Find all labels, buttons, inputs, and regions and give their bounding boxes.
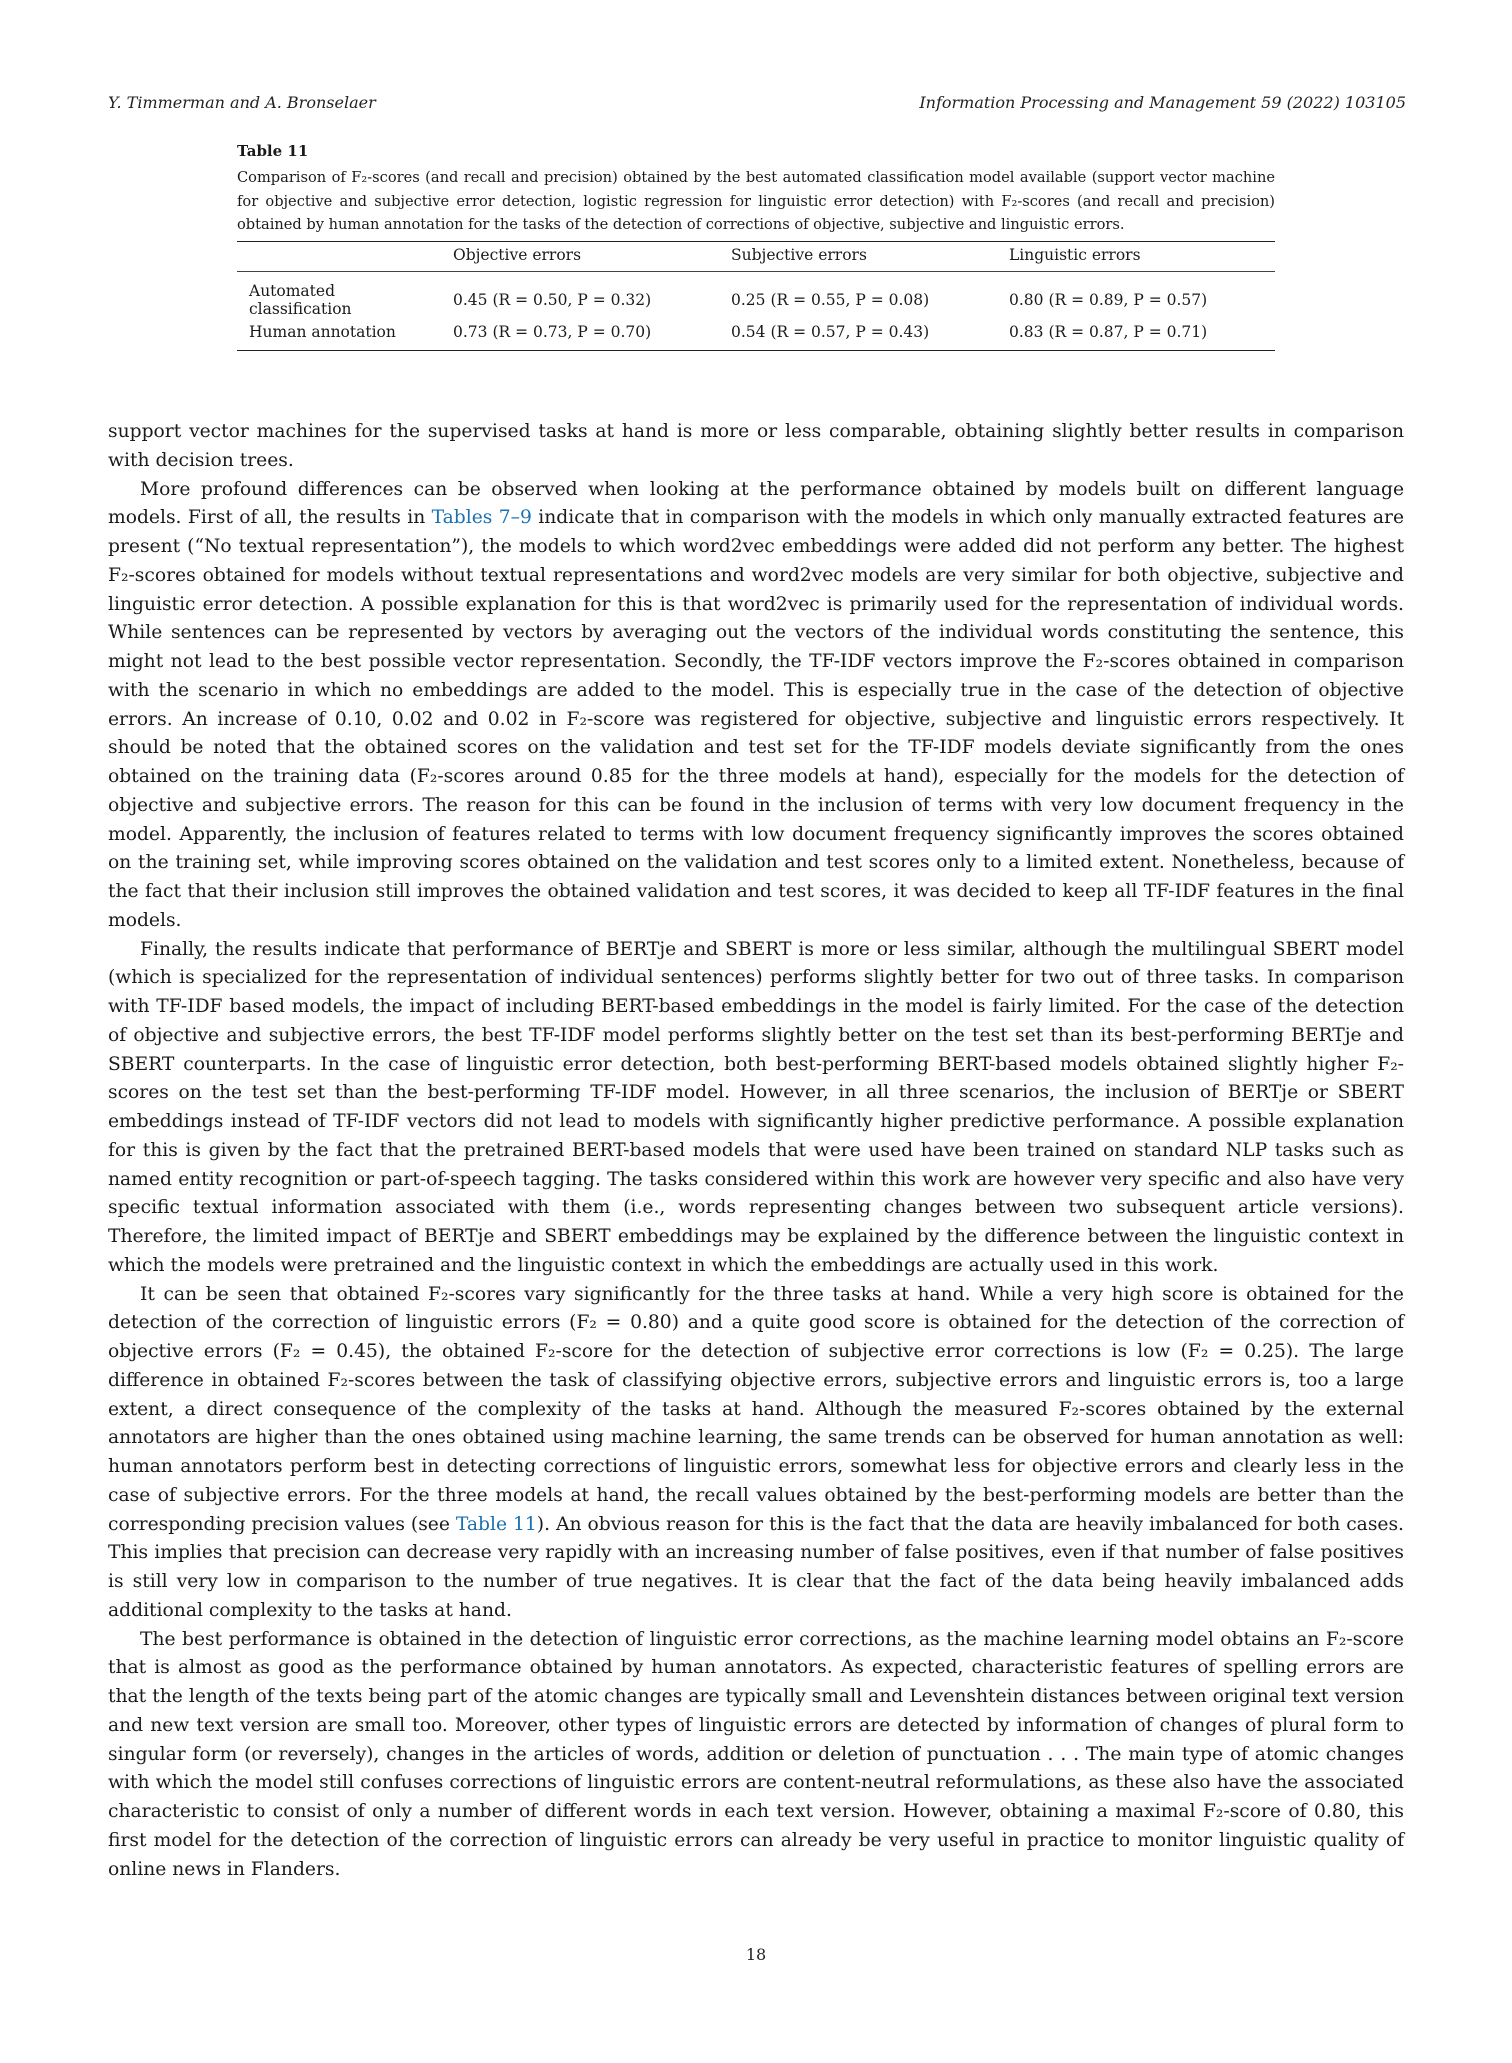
table-row [237, 271, 1275, 320]
table-cell: 0.54 (R = 0.57, P = 0.43) [719, 320, 997, 351]
body-text [108, 418, 1404, 1884]
table-cell: 0.73 (R = 0.73, P = 0.70) [441, 320, 719, 351]
running-header-journal: Information Processing and Management 59 (2022) 103105 [919, 93, 1406, 112]
table-row [237, 320, 1275, 351]
column-header: Subjective errors [731, 245, 867, 264]
tables-7-9-link[interactable]: Tables 7–9 [431, 507, 532, 529]
paragraph [108, 476, 1404, 936]
paragraph-text: It can be seen that obtained F₂-scores vary significantly for the three tasks at hand. While a very high score is obtained for the detection of the correction of linguistic errors (F₂ = 0.80) and a quite good score is obtained for the detection of the correction of objective errors (F₂ = 0.45), the obtained F₂-score for the detection of subjective error corrections is low (F₂ = 0.25). The large difference in obtained F₂-scores between the task of classifying objective errors, subjective errors and linguistic errors is, too a large extent, a direct consequence of the complexity of the tasks at hand. Although the measured F₂-scores obtained by the external annotators are higher than the ones obtained using machine learning, the same trends can be observed for human annotation as well: human annotators perform best in detecting corrections of linguistic errors, somewhat less for objective errors and clearly less in the case of subjective errors. For the three models at hand, the recall values obtained by the best-performing models are better than the corresponding precision values (see [108, 1283, 1404, 1535]
row-label: Human annotation [237, 320, 441, 351]
column-header: Linguistic errors [1009, 245, 1141, 264]
table-cell: 0.83 (R = 0.87, P = 0.71) [997, 320, 1275, 351]
table-cell: 0.45 (R = 0.50, P = 0.32) [453, 290, 652, 309]
paragraph-text: More profound differences can be observed when looking at the performance obtained by models built on different language models. First of all, the results in [108, 478, 1404, 529]
table-header-row [237, 241, 1275, 271]
running-header-authors: Y. Timmerman and A. Bronselaer [108, 93, 376, 112]
table-label: Table 11 [237, 142, 309, 160]
table-11-block [237, 142, 1275, 351]
table-cell: 0.25 (R = 0.55, P = 0.08) [731, 290, 930, 309]
row-label: Automated classification [249, 281, 352, 318]
paragraph [108, 1281, 1404, 1626]
paragraph-text: ). An obvious reason for this is the fact that the data are heavily imbalanced for both cases. This implies that precision can decrease very rapidly with an increasing number of false positives, even if that number of false positives is still very low in comparison to the number of true negatives. It is clear that the fact of the data being heavily imbalanced adds additional complexity to the tasks at hand. [108, 1513, 1404, 1621]
comparison-table [237, 241, 1275, 351]
paragraph: The best performance is obtained in the detection of linguistic error corrections, as the machine learning model obtains an F₂-score that is almost as good as the performance obtained by human annotators. As expected, characteristic features of spelling errors are that the length of the texts being part of the atomic changes are typically small and Levenshtein distances between original text version and new text version are small too. Moreover, other types of linguistic errors are detected by information of changes of plural form to singular form (or reversely), changes in the articles of words, addition or deletion of punctuation . . . The main type of atomic changes with which the model still confuses corrections of linguistic errors are content-neutral reformulations, as these also have the associated characteristic to consist of only a number of different words in each text version. However, obtaining a maximal F₂-score of 0.80, this first model for the detection of the correction of linguistic errors can already be very useful in practice to monitor linguistic quality of online news in Flanders. [108, 1628, 1404, 1880]
table-caption: Comparison of F₂-scores (and recall and precision) obtained by the best automated classification model available (support vector machine for objective and subjective error detection, logistic regression for linguistic error detection) with F₂-scores (and recall and precision) obtained by human annotation for the tasks of the detection of corrections of objective, subjective and linguistic errors. [237, 169, 1275, 233]
paragraph-text: indicate that in comparison with the models in which only manually extracted features are present (“No textual representation”), the models to which word2vec embeddings were added did not perform any better. The highest F₂-scores obtained for models without textual representations and word2vec models are very similar for both objective, subjective and linguistic error detection. A possible explanation for this is that word2vec is primarily used for the representation of individual words. While sentences can be represented by vectors by averaging out the vectors of the individual words constituting the sentence, this might not lead to the best possible vector representation. Secondly, the TF-IDF vectors improve the F₂-scores obtained in comparison with the scenario in which no embeddings are added to the model. This is especially true in the case of the detection of objective errors. An increase of 0.10, 0.02 and 0.02 in F₂-score was registered for objective, subjective and linguistic errors respectively. It should be noted that the obtained scores on the validation and test set for the TF-IDF models deviate significantly from the ones obtained on the training data (F₂-scores around 0.85 for the three models at hand), especially for the models for the detection of objective and subjective errors. The reason for this can be found in the inclusion of terms with very low document frequency in the model. Apparently, the inclusion of features related to terms with low document frequency significantly improves the scores obtained on the training set, while improving scores obtained on the validation and test scores only to a limited extent. Nonetheless, because of the fact that their inclusion still improves the obtained validation and test scores, it was decided to keep all TF-IDF features in the final models. [108, 507, 1404, 931]
column-header [237, 241, 441, 271]
paragraph: support vector machines for the supervised tasks at hand is more or less comparable, obtaining slightly better results in comparison with decision trees. [108, 421, 1404, 471]
table-11-link[interactable]: Table 11 [455, 1513, 537, 1535]
paragraph: Finally, the results indicate that performance of BERTje and SBERT is more or less similar, although the multilingual SBERT model (which is specialized for the representation of individual sentences) performs slightly better for two out of three tasks. In comparison with TF-IDF based models, the impact of including BERT-based embeddings in the model is fairly limited. For the case of the detection of objective and subjective errors, the best TF-IDF model performs slightly better on the test set than its best-performing BERTje and SBERT counterparts. In the case of linguistic error detection, both best-performing BERT-based models obtained slightly higher F₂-scores on the test set than the best-performing TF-IDF model. However, in all three scenarios, the inclusion of BERTje or SBERT embeddings instead of TF-IDF vectors did not lead to models with significantly higher predictive performance. A possible explanation for this is given by the fact that the pretrained BERT-based models that were used have been trained on standard NLP tasks such as named entity recognition or part-of-speech tagging. The tasks considered within this work are however very specific and also have very specific textual information associated with them (i.e., words representing changes between two subsequent article versions). Therefore, the limited impact of BERTje and SBERT embeddings may be explained by the difference between the linguistic context in which the models were pretrained and the linguistic context in which the embeddings are actually used in this work. [108, 938, 1404, 1276]
column-header: Objective errors [453, 245, 582, 264]
table-cell: 0.80 (R = 0.89, P = 0.57) [1009, 290, 1208, 309]
page-number: 18 [745, 1945, 767, 1964]
